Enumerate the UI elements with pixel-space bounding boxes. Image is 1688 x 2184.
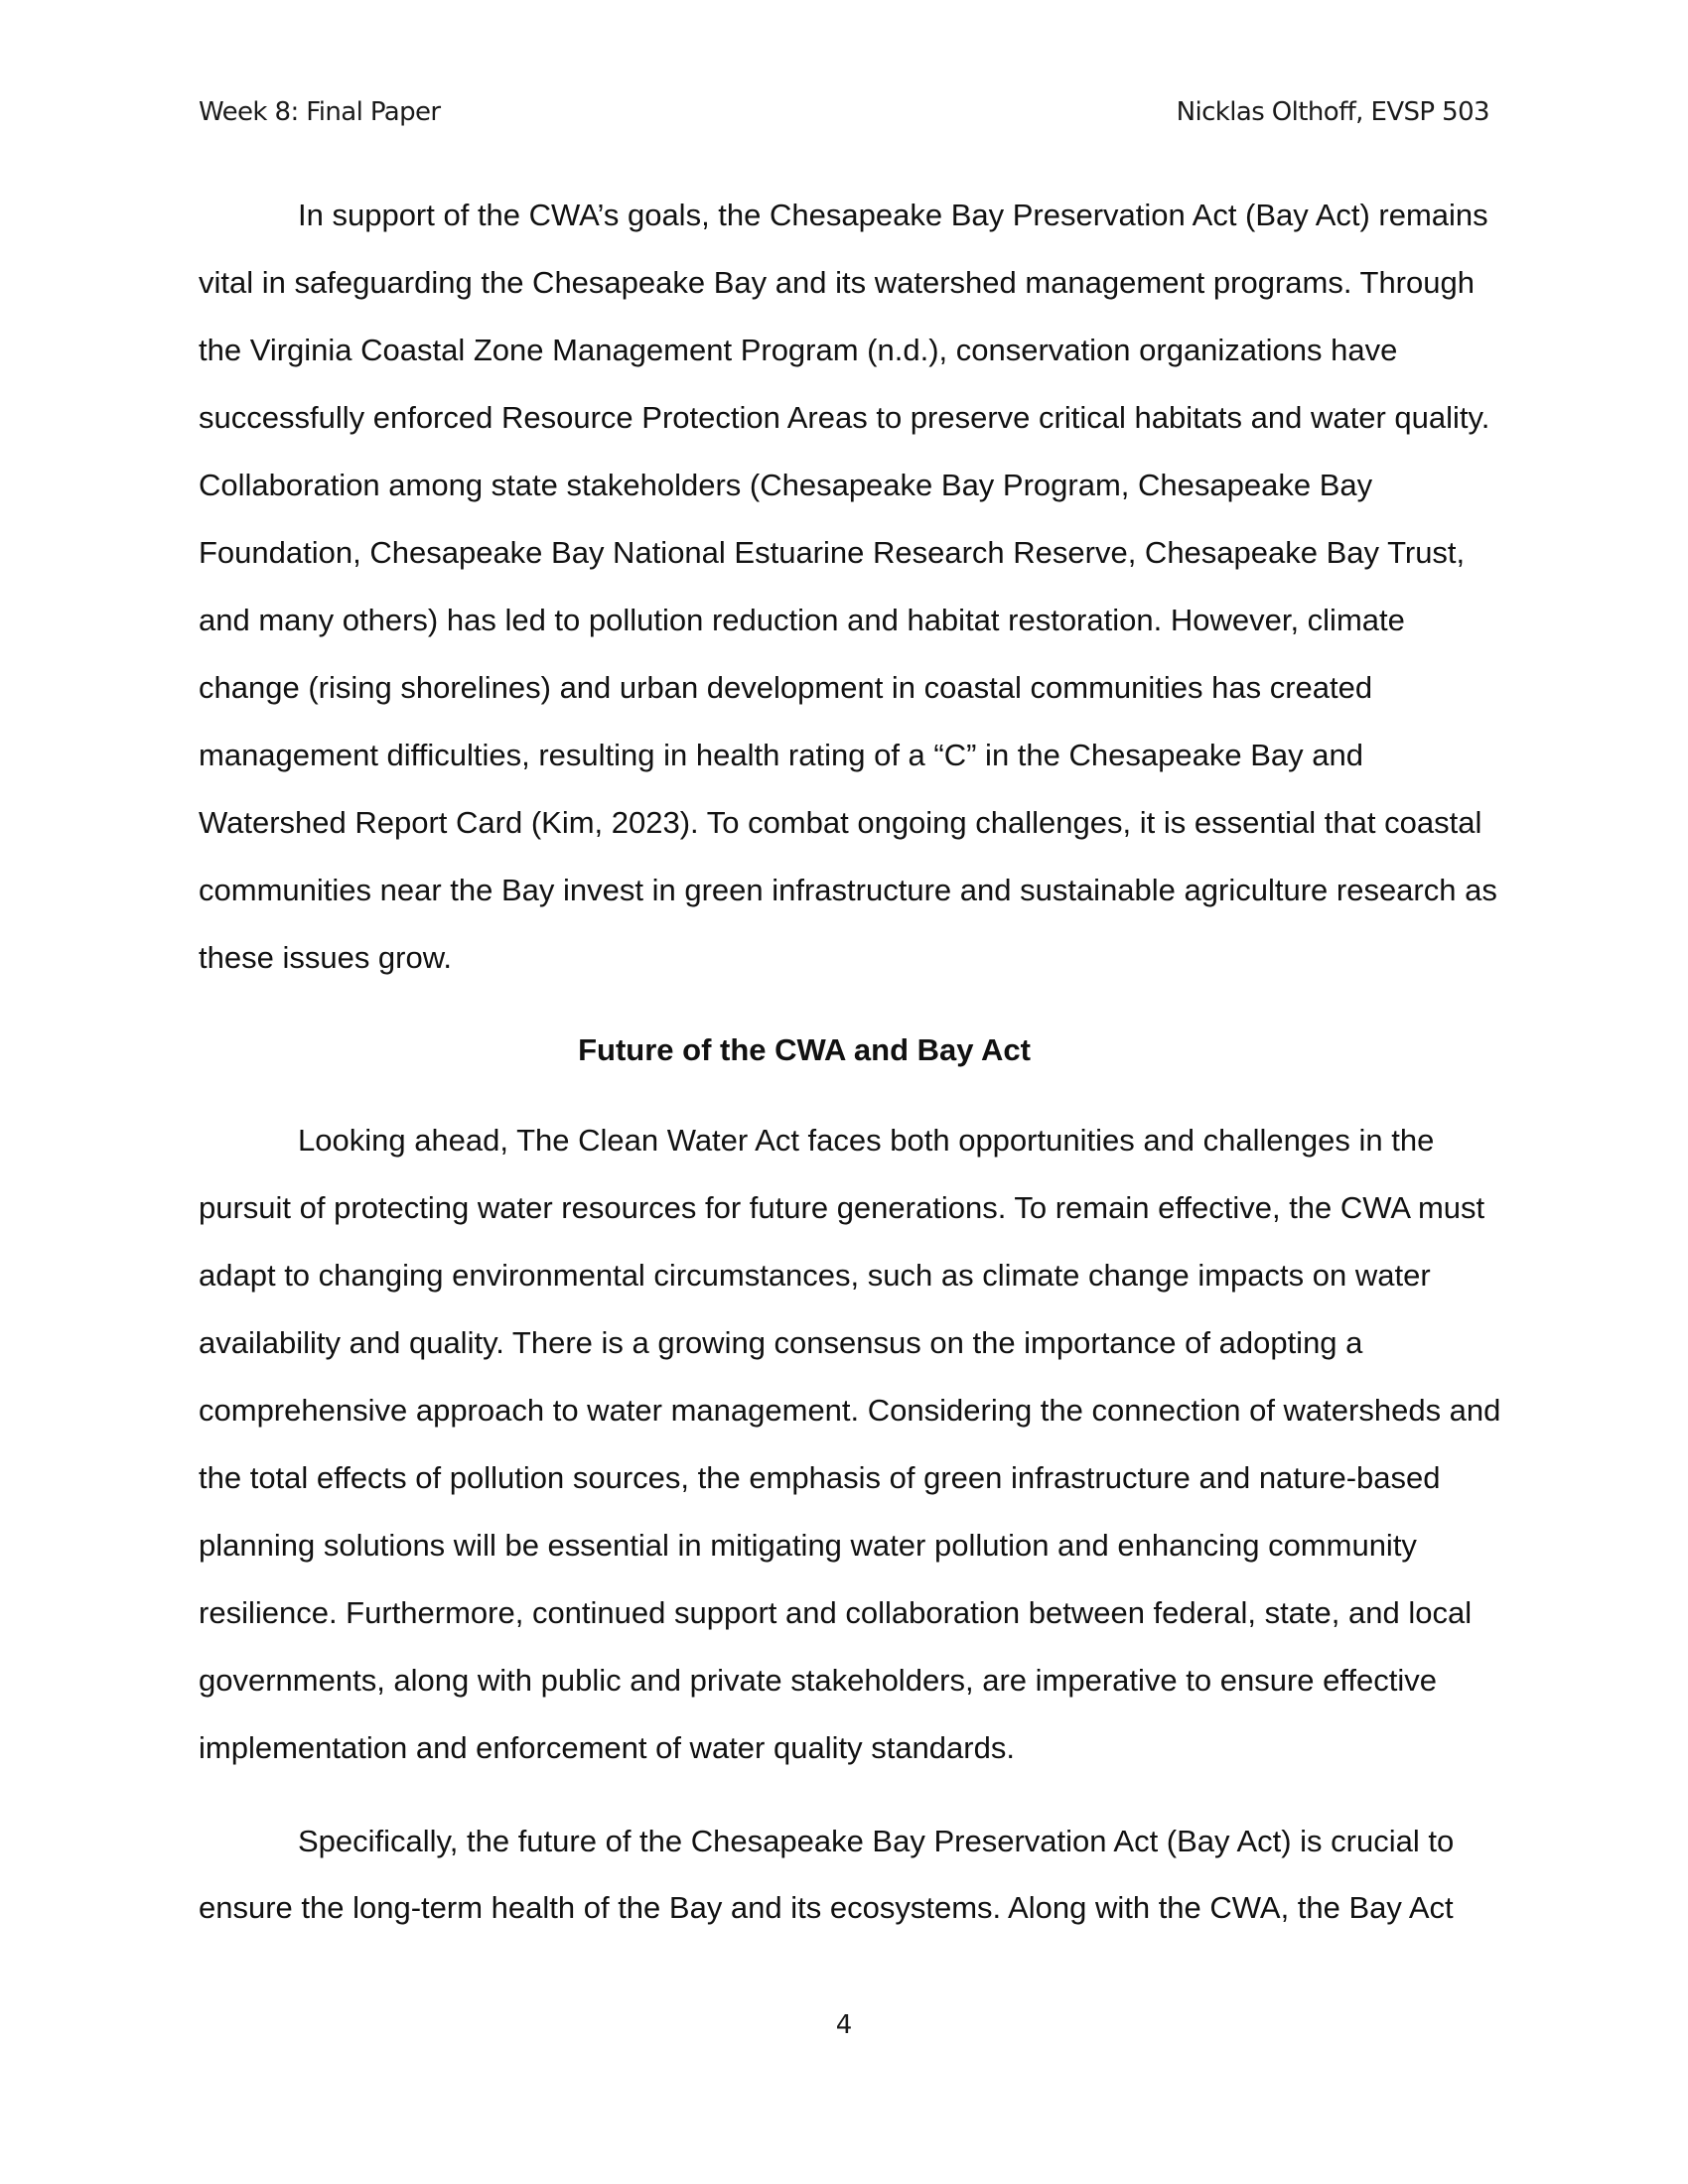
paragraph-line: comprehensive approach to water management. Considering the connection of watersheds and: [199, 1393, 1501, 1428]
paragraph-line: Watershed Report Card (Kim, 2023). To combat ongoing challenges, it is essential that coastal: [199, 805, 1482, 840]
paragraph-line: communities near the Bay invest in green infrastructure and sustainable agriculture research as: [199, 873, 1497, 907]
header-author-course: Nicklas Olthoff, EVSP 503: [1176, 97, 1489, 127]
paragraph-line: Looking ahead, The Clean Water Act faces both opportunities and challenges in the: [298, 1123, 1435, 1158]
paragraph-line: governments, along with public and private stakeholders, are imperative to ensure effective: [199, 1663, 1438, 1698]
header-course-title: Week 8: Final Paper: [199, 97, 441, 127]
page-header: [199, 97, 1489, 137]
section-heading: Future of the CWA and Bay Act: [578, 1032, 1031, 1067]
paragraph-line: Foundation, Chesapeake Bay National Estuarine Research Reserve, Chesapeake Bay Trust,: [199, 535, 1466, 570]
paragraph-line: implementation and enforcement of water quality standards.: [199, 1730, 1015, 1765]
paragraph-line: and many others) has led to pollution reduction and habitat restoration. However, climate: [199, 603, 1405, 637]
page-number: 4: [835, 2010, 853, 2040]
paragraph-line: adapt to changing environmental circumstances, such as climate change impacts on water: [199, 1258, 1431, 1293]
paragraph-line: these issues grow.: [199, 940, 453, 975]
paragraph-line: successfully enforced Resource Protection Areas to preserve critical habitats and water quality.: [199, 400, 1490, 435]
paragraph-line: resilience. Furthermore, continued support and collaboration between federal, state, and local: [199, 1595, 1473, 1630]
paragraph-line: ensure the long-term health of the Bay and its ecosystems. Along with the CWA, the Bay Act: [199, 1890, 1454, 1925]
paragraph-line: In support of the CWA’s goals, the Chesapeake Bay Preservation Act (Bay Act) remains: [298, 198, 1488, 232]
paragraph-line: management difficulties, resulting in health rating of a “C” in the Chesapeake Bay and: [199, 738, 1363, 772]
paragraph-line: pursuit of protecting water resources for future generations. To remain effective, the CWA must: [199, 1190, 1485, 1225]
paragraph-line: planning solutions will be essential in mitigating water pollution and enhancing community: [199, 1528, 1417, 1563]
paragraph-line: availability and quality. There is a growing consensus on the importance of adopting a: [199, 1325, 1363, 1360]
paragraph-line: Collaboration among state stakeholders (Chesapeake Bay Program, Chesapeake Bay: [199, 468, 1373, 502]
paragraph-line: the total effects of pollution sources, the emphasis of green infrastructure and nature-based: [199, 1460, 1441, 1495]
paragraph-line: Specifically, the future of the Chesapeake Bay Preservation Act (Bay Act) is crucial to: [298, 1824, 1455, 1858]
paragraph-line: vital in safeguarding the Chesapeake Bay and its watershed management programs. Through: [199, 265, 1475, 300]
paragraph-line: change (rising shorelines) and urban development in coastal communities has created: [199, 670, 1373, 705]
paragraph-line: the Virginia Coastal Zone Management Program (n.d.), conservation organizations have: [199, 333, 1398, 367]
